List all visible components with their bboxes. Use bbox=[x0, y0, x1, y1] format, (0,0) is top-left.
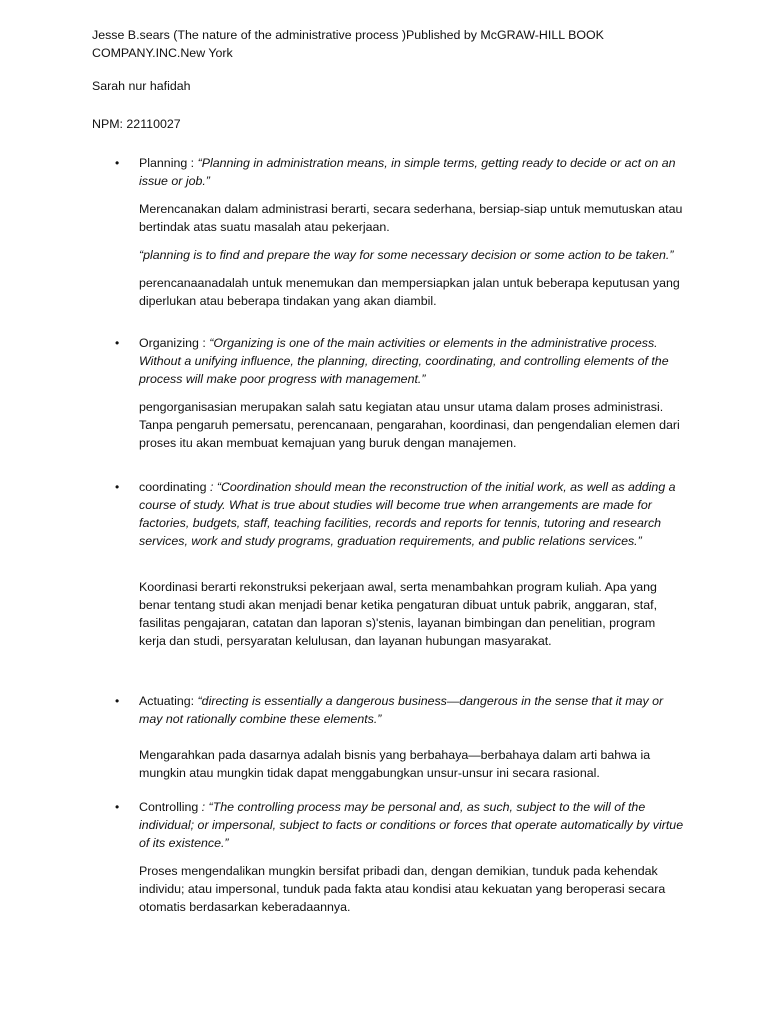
translation-text: Mengarahkan pada dasarnya adalah bisnis yang berbahaya—berbahaya dalam arti bahwa ia mungkin atau mungkin tidak dapat menggabungkan unsur-unsur ini secara rasional. bbox=[139, 748, 651, 780]
quote-text: : “Coordination should mean the reconstruction of the initial work, as well as adding a course of study. What is true about studies will become true when arrangements are made for factories, budgets, staff, teaching facilities, records and reports for tennis, tutoring and research services, work and study programs, graduation requirements, and public relations services.” bbox=[139, 480, 676, 548]
translation-text: Proses mengendalikan mungkin bersifat pribadi dan, dengan demikian, tunduk pada kehendak individu; atau impersonal, tunduk pada fakta atau kondisi atau kekuatan yang beroperasi secara otomatis berdasarkan keberadaannya. bbox=[139, 864, 666, 914]
bullet-icon: • bbox=[115, 694, 120, 708]
translation-text-2: perencanaanadalah untuk menemukan dan mempersiapkan jalan untuk beberapa keputusan yang diperlukan atau beberapa tindakan yang akan diambil. bbox=[139, 276, 680, 308]
bullet-icon: • bbox=[115, 156, 120, 170]
list-item-controlling bbox=[115, 798, 684, 916]
item-definition bbox=[139, 334, 684, 388]
item-definition bbox=[139, 478, 684, 550]
citation: Jesse B.sears (The nature of the administrative process )Published by McGRAW-HILL BOOK COMPANY.INC.New York bbox=[92, 28, 604, 60]
quote-text: “directing is essentially a dangerous business—dangerous in the sense that it may or may not rationally combine these elements.” bbox=[139, 694, 664, 726]
translation-text: Merencanakan dalam administrasi berarti, secara sederhana, bersiap-siap untuk memutuskan atau bertindak atas suatu masalah atau pekerjaan. bbox=[139, 202, 683, 234]
bullet-icon: • bbox=[115, 336, 120, 350]
bullet-icon: • bbox=[115, 480, 120, 494]
student-number: NPM: 22110027 bbox=[92, 117, 181, 131]
item-definition bbox=[139, 692, 684, 728]
document-header bbox=[92, 26, 692, 133]
translation-text: pengorganisasian merupakan salah satu kegiatan atau unsur utama dalam proses administrasi. Tanpa pengaruh pemersatu, perencanaan, pengarahan, koordinasi, dan pengendalian elemen dari proses itu akan membuat kemajuan yang buruk dengan manajemen. bbox=[139, 400, 680, 450]
quote-text: “Planning in administration means, in simple terms, getting ready to decide or act on an issue or job.” bbox=[139, 156, 676, 188]
list-item-actuating bbox=[115, 692, 684, 782]
bullet-icon: • bbox=[115, 800, 120, 814]
author-name: Sarah nur hafidah bbox=[92, 79, 191, 93]
item-definition bbox=[139, 798, 684, 852]
quote-text: “Organizing is one of the main activities or elements in the administrative process. Without a unifying influence, the planning, directing, coordinating, and controlling elements of the process will make poor progress with management.” bbox=[139, 336, 669, 386]
list-item-coordinating bbox=[115, 478, 684, 650]
item-definition bbox=[139, 154, 684, 190]
term-label: coordinating bbox=[139, 480, 207, 494]
list-item-organizing bbox=[115, 334, 684, 452]
term-label: Planning : bbox=[139, 156, 195, 170]
quote-text: : “The controlling process may be personal and, as such, subject to the will of the individual; or impersonal, subject to facts or conditions or forces that operate automatically by virtue of its existence.” bbox=[139, 800, 684, 850]
term-label: Controlling bbox=[139, 800, 199, 814]
term-label: Actuating: bbox=[139, 694, 195, 708]
term-label: Organizing : bbox=[139, 336, 206, 350]
list-item-planning bbox=[115, 154, 684, 310]
quote-text-2: “planning is to find and prepare the way for some necessary decision or some action to be taken.” bbox=[139, 248, 674, 262]
translation-text: Koordinasi berarti rekonstruksi pekerjaan awal, serta menambahkan program kuliah. Apa yang benar tentang studi akan menjadi benar ketika pengaturan dibuat untuk pabrik, anggaran, staf, fasilitas pengajaran, catatan dan laporan s)'stenis, layanan bimbingan dan penelitian, program kerja dan studi, persyaratan kelulusan, dan layanan hubungan masyarakat. bbox=[139, 580, 658, 648]
